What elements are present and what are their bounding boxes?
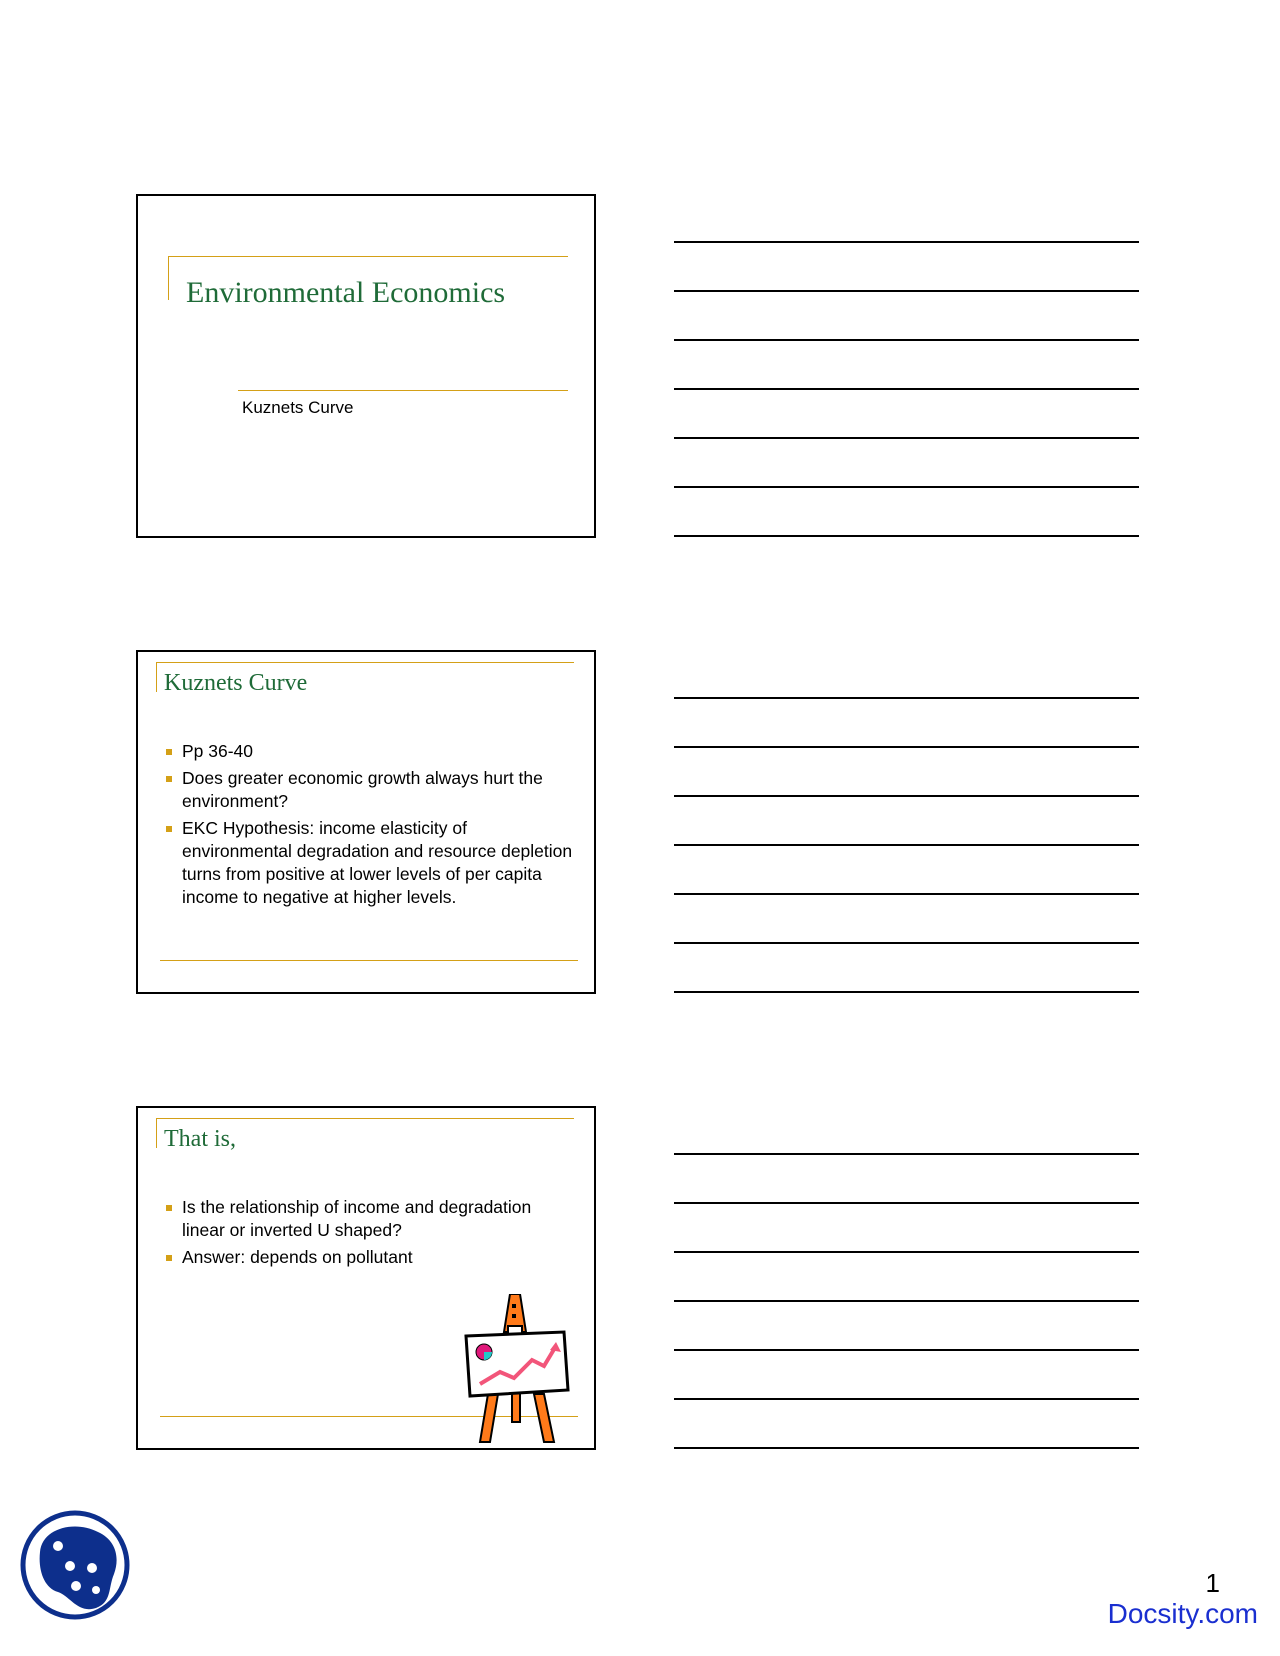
slide-2 (136, 650, 596, 994)
title-rule-vertical (168, 256, 169, 300)
brand-link[interactable]: Docsity.com (1107, 1598, 1258, 1629)
bullet-square-icon (166, 1205, 172, 1211)
page-number: 1 (1205, 1568, 1220, 1598)
slide-3 (136, 1106, 596, 1450)
title-rule-vertical (156, 1118, 157, 1148)
bullet-list (166, 1196, 574, 1273)
slide-title: That is, (164, 1126, 236, 1152)
bullet-square-icon (166, 749, 172, 755)
notes-lines-1 (674, 241, 1139, 584)
bullet-square-icon (166, 1255, 172, 1261)
slide-title: Environmental Economics (186, 276, 506, 309)
slide-title: Kuznets Curve (164, 670, 308, 696)
list-item: Pp 36-40 (166, 740, 574, 763)
list-item: Does greater economic growth always hurt the environment? (166, 767, 574, 813)
bullet-square-icon (166, 826, 172, 832)
bullet-list (166, 740, 574, 913)
list-item: Is the relationship of income and degradation linear or inverted U shaped? (166, 1196, 574, 1242)
title-rule (156, 1118, 574, 1119)
bullet-square-icon (166, 776, 172, 782)
title-rule-vertical (156, 662, 157, 692)
subtitle-rule (238, 390, 568, 391)
title-rule (168, 256, 568, 257)
title-rule (156, 662, 574, 663)
notes-lines-3 (674, 1153, 1139, 1496)
docsity-logo-icon (20, 1510, 130, 1625)
list-item: EKC Hypothesis: income elasticity of environmental degradation and resource depletion turns from positive at lower levels of per capita income to negative at higher levels. (166, 817, 574, 909)
easel-chart-icon (464, 1294, 574, 1455)
list-item: Answer: depends on pollutant (166, 1246, 574, 1269)
footer-rule (160, 960, 578, 961)
slide-1 (136, 194, 596, 538)
notes-lines-2 (674, 697, 1139, 1040)
slide-subtitle: Kuznets Curve (242, 398, 354, 417)
